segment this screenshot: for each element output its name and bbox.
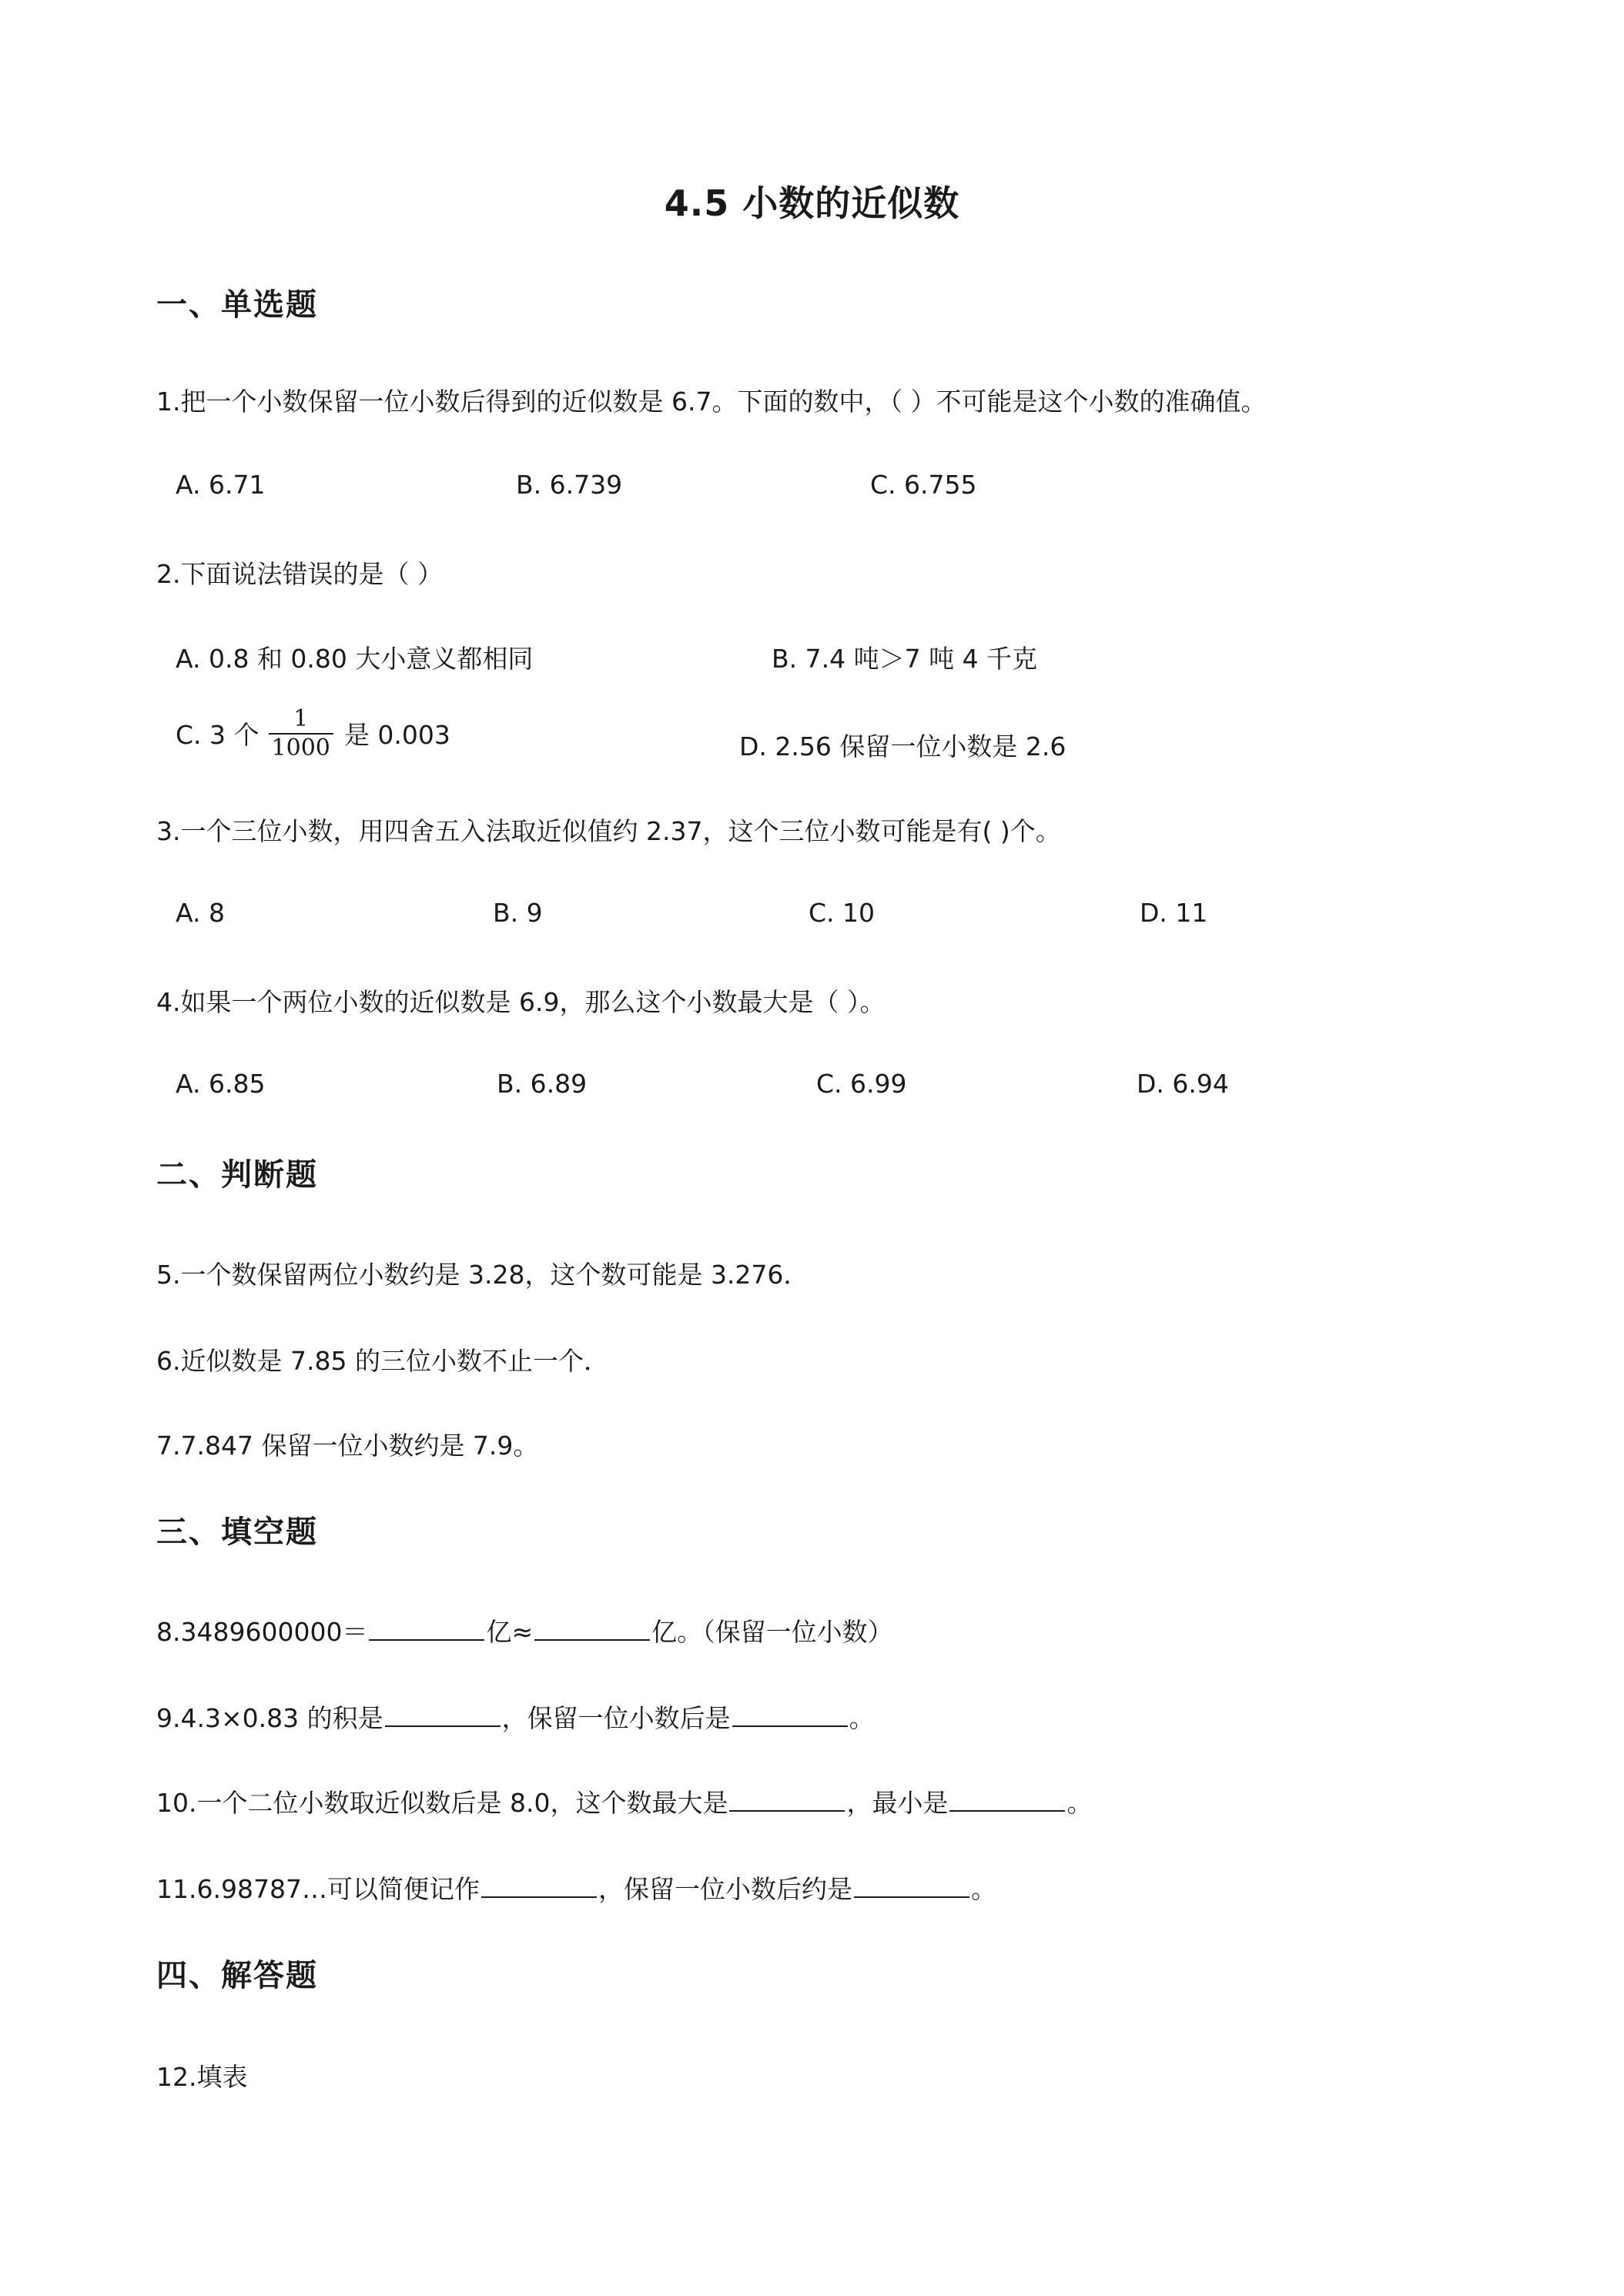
- fraction-one-thousandth: [269, 707, 333, 760]
- q4-option-d: D. 6.94: [1137, 1069, 1229, 1099]
- question-10: [156, 1783, 1092, 1819]
- q4-option-b: B. 6.89: [497, 1069, 588, 1099]
- q10-mid: ，最小是: [846, 1788, 949, 1818]
- question-9: [156, 1699, 875, 1735]
- q11-mid: ，保留一位小数后约是: [598, 1874, 852, 1904]
- question-4: 4.如果一个两位小数的近似数是 6.9，那么这个小数最大是（ ）。: [156, 987, 886, 1017]
- fraction-denominator: 1000: [271, 734, 330, 761]
- q8-blank-2[interactable]: [534, 1616, 650, 1641]
- question-11: [156, 1869, 996, 1906]
- q8-prefix: 8.3489600000＝: [156, 1617, 368, 1647]
- q3-option-c: C. 10: [809, 898, 876, 928]
- q9-blank-1[interactable]: [385, 1702, 501, 1727]
- q2-option-b: B. 7.4 吨＞7 吨 4 千克: [772, 644, 1038, 674]
- q3-option-d: D. 11: [1140, 898, 1208, 928]
- q2-option-a: A. 0.8 和 0.80 大小意义都相同: [176, 644, 534, 674]
- section-heading-single-choice: 一、单选题: [156, 287, 318, 323]
- section-heading-answer: 四、解答题: [156, 1958, 318, 1993]
- q9-mid: ，保留一位小数后是: [501, 1703, 731, 1733]
- question-3: 3.一个三位小数，用四舍五入法取近似值约 2.37，这个三位小数可能是有( )个。: [156, 816, 1061, 846]
- question-5: 5.一个数保留两位小数约是 3.28，这个数可能是 3.276．: [156, 1260, 809, 1290]
- q11-prefix: 11.6.98787…可以简便记作: [156, 1874, 480, 1904]
- section-heading-true-false: 二、判断题: [156, 1157, 318, 1193]
- q2-option-c-suffix: 是 0.003: [343, 720, 450, 750]
- question-12: 12.填表: [156, 2062, 248, 2092]
- question-6: 6.近似数是 7.85 的三位小数不止一个．: [156, 1346, 609, 1376]
- q1-option-a: A. 6.71: [176, 470, 266, 500]
- q1-option-b: B. 6.739: [516, 470, 623, 500]
- section-heading-fill-in: 三、填空题: [156, 1514, 318, 1550]
- q8-mid: 亿≈: [486, 1617, 534, 1647]
- question-1: 1.把一个小数保留一位小数后得到的近似数是 6.7。下面的数中，（ ）不可能是这个小数的准确值。: [156, 387, 1267, 417]
- q10-suffix: 。: [1066, 1788, 1093, 1818]
- q2-option-d: D. 2.56 保留一位小数是 2.6: [739, 731, 1066, 761]
- q11-suffix: 。: [970, 1874, 996, 1904]
- page-title: 4.5 小数的近似数: [664, 182, 960, 224]
- q3-option-b: B. 9: [493, 898, 543, 928]
- q1-option-c: C. 6.755: [870, 470, 977, 500]
- q11-blank-2[interactable]: [854, 1873, 969, 1898]
- question-2: 2.下面说法错误的是（ ）: [156, 559, 443, 589]
- q2-option-c: [176, 705, 450, 763]
- q10-blank-2[interactable]: [949, 1787, 1065, 1812]
- q10-prefix: 10.一个二位小数取近似数后是 8.0，这个数最大是: [156, 1788, 728, 1818]
- fraction-numerator: 1: [293, 705, 309, 732]
- q4-option-a: A. 6.85: [176, 1069, 266, 1099]
- question-7: 7.7.847 保留一位小数约是 7.9。: [156, 1431, 539, 1461]
- q3-option-a: A. 8: [176, 898, 225, 928]
- q8-suffix: 亿。（保留一位小数）: [651, 1617, 893, 1647]
- q11-blank-1[interactable]: [481, 1873, 597, 1898]
- q8-blank-1[interactable]: [369, 1616, 484, 1641]
- q10-blank-1[interactable]: [729, 1787, 845, 1812]
- q2-option-c-label: C. 3 个: [176, 720, 260, 750]
- q9-suffix: 。: [849, 1703, 875, 1733]
- q9-blank-2[interactable]: [732, 1702, 848, 1727]
- question-8: [156, 1612, 893, 1648]
- q9-prefix: 9.4.3×0.83 的积是: [156, 1703, 383, 1733]
- q4-option-c: C. 6.99: [816, 1069, 907, 1099]
